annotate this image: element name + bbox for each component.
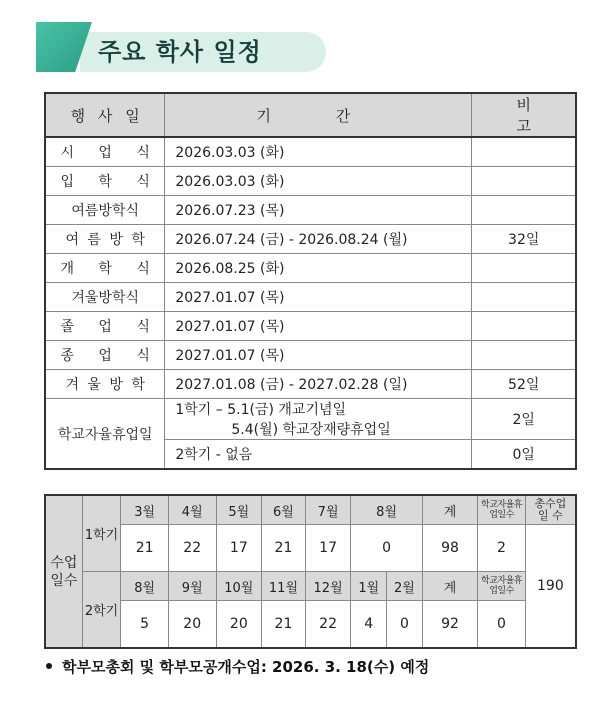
- holiday-count-value: 2: [478, 525, 525, 572]
- header-event: 행 사 일: [45, 93, 165, 137]
- event-period: 2026.07.23 (목): [165, 196, 472, 225]
- month-value: 17: [216, 525, 262, 572]
- event-name: 겨울방학식: [45, 283, 165, 312]
- event-period: 2027.01.07 (목): [165, 312, 472, 341]
- holiday-count-value: 0: [478, 601, 525, 649]
- event-name: 시 업 식: [45, 137, 165, 167]
- event-note: [472, 167, 576, 196]
- header-note: 비 고: [472, 93, 576, 137]
- event-name: 개 학 식: [45, 254, 165, 283]
- sem1-label: 1학기: [82, 495, 121, 572]
- month-header: 4월: [168, 495, 216, 525]
- table-row: [45, 312, 576, 341]
- event-note: [472, 283, 576, 312]
- month-value: 21: [262, 601, 306, 649]
- event-note: [472, 341, 576, 370]
- month-value: 21: [121, 525, 169, 572]
- holiday-sem1-period: [165, 399, 472, 440]
- holiday-sem2-period: 2학기 - 없음: [165, 440, 472, 470]
- holiday-sem1-line1: 1학기 – 5.1(금) 개교기념일: [175, 402, 347, 418]
- sum-value: 98: [422, 525, 477, 572]
- month-value: 21: [262, 525, 306, 572]
- month-value: 5: [121, 601, 169, 649]
- total-days-value: 190: [525, 525, 576, 649]
- month-value: 0: [387, 601, 423, 649]
- event-period: 2026.03.03 (화): [165, 137, 472, 167]
- month-header: 7월: [305, 495, 351, 525]
- event-name: 겨 울 방 학: [45, 370, 165, 399]
- bottom-note-text: 학부모총회 및 학부모공개수업: 2026. 3. 18(수) 예정: [62, 658, 430, 676]
- table-row: [45, 341, 576, 370]
- page-title: 주요 학사 일정: [98, 38, 262, 66]
- holiday-event-name: 학교자율휴업일: [45, 399, 165, 470]
- event-name: 졸 업 식: [45, 312, 165, 341]
- event-note: [472, 254, 576, 283]
- holiday-sem2-note: 0일: [472, 440, 576, 470]
- event-period: 2026.08.25 (화): [165, 254, 472, 283]
- holiday-count-header: 학교자율휴 업일수: [478, 495, 525, 525]
- event-period: 2026.07.24 (금) - 2026.08.24 (월): [165, 225, 472, 254]
- total-days-header: 총수업 일 수: [525, 495, 576, 525]
- title-banner: [36, 18, 298, 76]
- month-value: 22: [305, 601, 351, 649]
- sum-header: 계: [422, 572, 477, 601]
- holiday-count-header: 학교자율휴 업일수: [478, 572, 525, 601]
- table-row: [45, 196, 576, 225]
- header-period: 기 간: [165, 93, 472, 137]
- month-value: 4: [351, 601, 387, 649]
- month-header: 5월: [216, 495, 262, 525]
- table-row: [45, 254, 576, 283]
- event-period: 2026.03.03 (화): [165, 167, 472, 196]
- event-note: 52일: [472, 370, 576, 399]
- event-name: 종 업 식: [45, 341, 165, 370]
- lesson-days-label: 수업 일수: [45, 495, 82, 648]
- event-note: 32일: [472, 225, 576, 254]
- table-row: [45, 399, 576, 440]
- month-value: 0: [351, 525, 422, 572]
- sem2-label: 2학기: [82, 572, 121, 649]
- holiday-sem1-line2: 5.4(월) 학교장재량휴업일: [231, 422, 391, 438]
- month-value: 20: [216, 601, 262, 649]
- event-period: 2027.01.07 (목): [165, 341, 472, 370]
- month-header: 8월: [351, 495, 422, 525]
- event-name: 입 학 식: [45, 167, 165, 196]
- schedule-header-row: [45, 93, 576, 137]
- event-name: 여름방학식: [45, 196, 165, 225]
- event-note: [472, 137, 576, 167]
- table-row: [45, 137, 576, 167]
- table-row: [45, 370, 576, 399]
- month-header: 12월: [305, 572, 351, 601]
- month-header: 3월: [121, 495, 169, 525]
- table-row: [45, 167, 576, 196]
- event-name: 여 름 방 학: [45, 225, 165, 254]
- sum-header: 계: [422, 495, 477, 525]
- month-header: 11월: [262, 572, 306, 601]
- month-header: 10월: [216, 572, 262, 601]
- holiday-sem1-note: 2일: [472, 399, 576, 440]
- month-header: 6월: [262, 495, 306, 525]
- month-header: 9월: [168, 572, 216, 601]
- bullet-icon: [46, 663, 52, 669]
- month-value: 17: [305, 525, 351, 572]
- event-note: [472, 196, 576, 225]
- month-header: 1월: [351, 572, 387, 601]
- month-value: 22: [168, 525, 216, 572]
- sum-value: 92: [422, 601, 477, 649]
- month-value: 20: [168, 601, 216, 649]
- event-note: [472, 312, 576, 341]
- month-header: 8월: [121, 572, 169, 601]
- table-row: [45, 225, 576, 254]
- table-row: [45, 283, 576, 312]
- event-period: 2027.01.07 (목): [165, 283, 472, 312]
- schedule-table: [44, 92, 577, 470]
- month-header: 2월: [387, 572, 423, 601]
- bottom-note: [46, 656, 429, 677]
- event-period: 2027.01.08 (금) - 2027.02.28 (일): [165, 370, 472, 399]
- lesson-days-table: [44, 494, 577, 649]
